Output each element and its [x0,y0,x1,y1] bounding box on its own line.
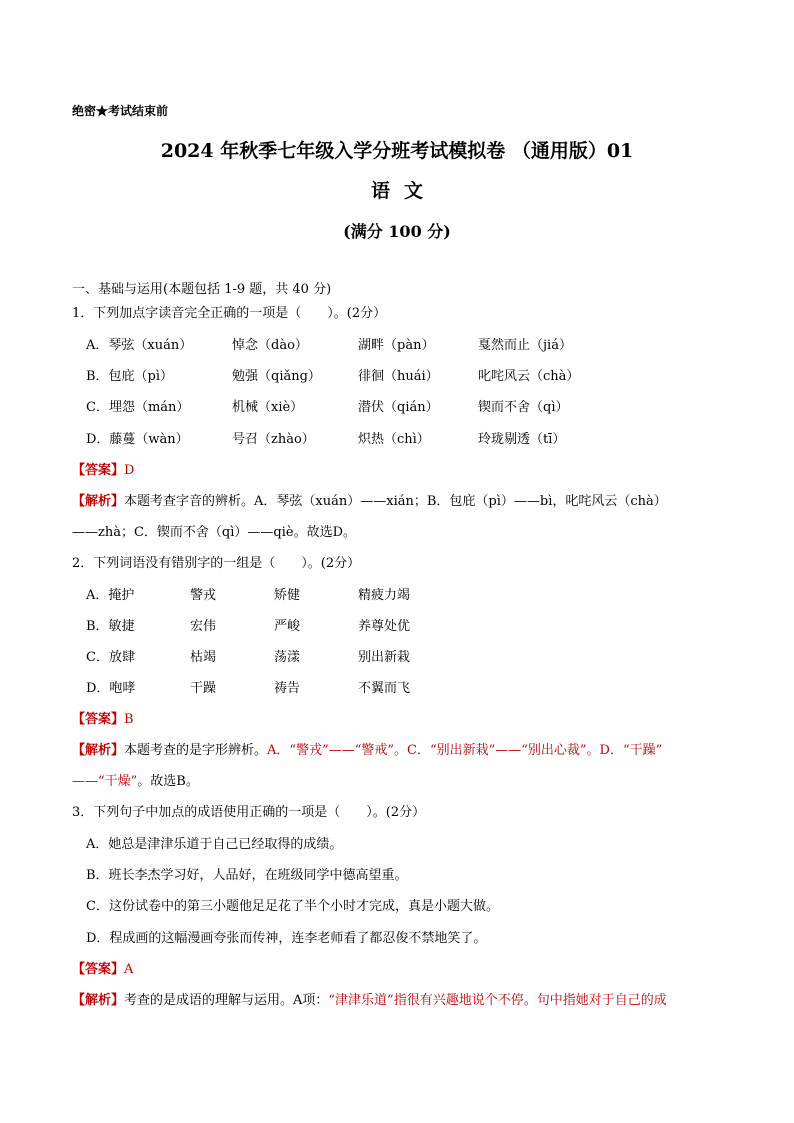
q1-option: 湖畔（pàn） [358,338,435,353]
q2-option: 不翼而飞 [358,681,411,696]
question-1-analysis-cont: ——zhà；C．锲而不舍（qì）——qiè。故选D。 [72,525,356,540]
q2-option: 矫健 [274,588,301,603]
q1-option: 潜伏（qián） [358,400,439,415]
answer-tag: 【答案】 [72,712,125,727]
question-1-analysis [72,490,667,509]
q2-option: D．咆哮 [86,681,136,696]
question-3-stem: 3．下列句子中加点的成语使用正确的一项是（ ）。(2分） [72,805,426,820]
q1-option: C．埋怨（mán） [86,400,190,415]
q2-option: A．掩护 [86,588,135,603]
analysis-text: 本题考查的是字形辨析。 [124,743,268,758]
q2-option: 祷告 [274,681,301,696]
q3-option: C．这份试卷中的第三小题他足足花了半个小时才完成，真是小题大做。 [86,899,499,914]
q1-option: 勉强（qiǎng） [232,369,321,384]
analysis-highlight: A．“警戎”——“警戒”。C．“别出新栽”——“别出心裁”。D．“干躁” [267,743,663,758]
question-1-stem: 1．下列加点字读音完全正确的一项是（ ）。(2分） [72,306,387,321]
analysis-text: 本题考查字音的辨析。A．琴弦（xuán）——xián；B．包庇（pì）——bì，叱咤风云（chà） [124,494,667,509]
q1-option: 机械（xiè） [232,400,304,415]
q3-option: A．她总是津津乐道于自己已经取得的成绩。 [86,837,343,852]
question-1-answer [72,459,134,478]
q2-option: 养尊处优 [358,619,411,634]
answer-value: A [124,962,134,977]
question-2-analysis-cont [72,770,199,789]
analysis-tag: 【解析】 [72,993,125,1008]
analysis-text: 。故选B。 [137,774,199,789]
subject-heading: 语文 [370,180,437,202]
q2-option: 警戎 [190,588,217,603]
q2-option: 严峻 [274,619,301,634]
answer-value: D [124,463,135,478]
question-3-answer [72,958,133,977]
q1-option: 炽热（chì） [358,432,430,447]
section-heading: 一、基础与运用(本题包括 1-9 题，共 40 分) [72,282,332,297]
q2-option: 荡漾 [274,650,301,665]
q1-option: B．包庇（pì） [86,369,174,384]
q3-option: D．程成画的这幅漫画夸张而传神，连李老师看了都忍俊不禁地笑了。 [86,931,487,946]
q1-option: 锲而不舍（qì） [478,400,569,415]
q3-option: B．班长李杰学习好，人品好，在班级同学中德高望重。 [86,868,408,883]
analysis-tag: 【解析】 [72,743,125,758]
q2-option: B．敏捷 [86,619,135,634]
q1-option: 悼念（dào） [232,338,308,353]
q2-option: 枯竭 [190,650,217,665]
q2-option: 别出新栽 [358,650,411,665]
question-2-answer [72,708,134,727]
analysis-text: 考查的是成语的理解与运用。A项： [124,993,329,1008]
analysis-tag: 【解析】 [72,494,125,509]
q2-option: 干躁 [190,681,217,696]
q2-option: C．放肆 [86,650,135,665]
analysis-highlight: “津津乐道”指很有兴趣地说个不停。句中指她对于自己的成 [328,993,667,1008]
confidential-label: 绝密★考试结束前 [72,104,169,118]
question-3-analysis [72,989,667,1008]
answer-value: B [124,712,134,727]
q1-option: 徘徊（huái） [358,369,439,384]
question-2-stem: 2．下列词语没有错别字的一组是（ ）。(2分） [72,556,361,571]
page-title: 2024 年秋季七年级入学分班考试模拟卷 （通用版）01 [160,140,634,162]
question-2-analysis [72,739,662,758]
q1-option: 叱咤风云（chà） [478,369,580,384]
q1-option: D．藤蔓（wàn） [86,432,189,447]
full-score-label: (满分 100 分) [343,222,451,241]
q1-option: A．琴弦（xuán） [86,338,193,353]
analysis-highlight: ——“干燥” [72,774,138,789]
q2-option: 宏伟 [190,619,217,634]
q2-option: 精疲力竭 [358,588,411,603]
q1-option: 号召（zhào） [232,432,315,447]
q1-option: 戛然而止（jiá） [478,338,572,353]
answer-tag: 【答案】 [72,962,125,977]
q1-option: 玲珑剔透（tī） [478,432,566,447]
answer-tag: 【答案】 [72,463,125,478]
